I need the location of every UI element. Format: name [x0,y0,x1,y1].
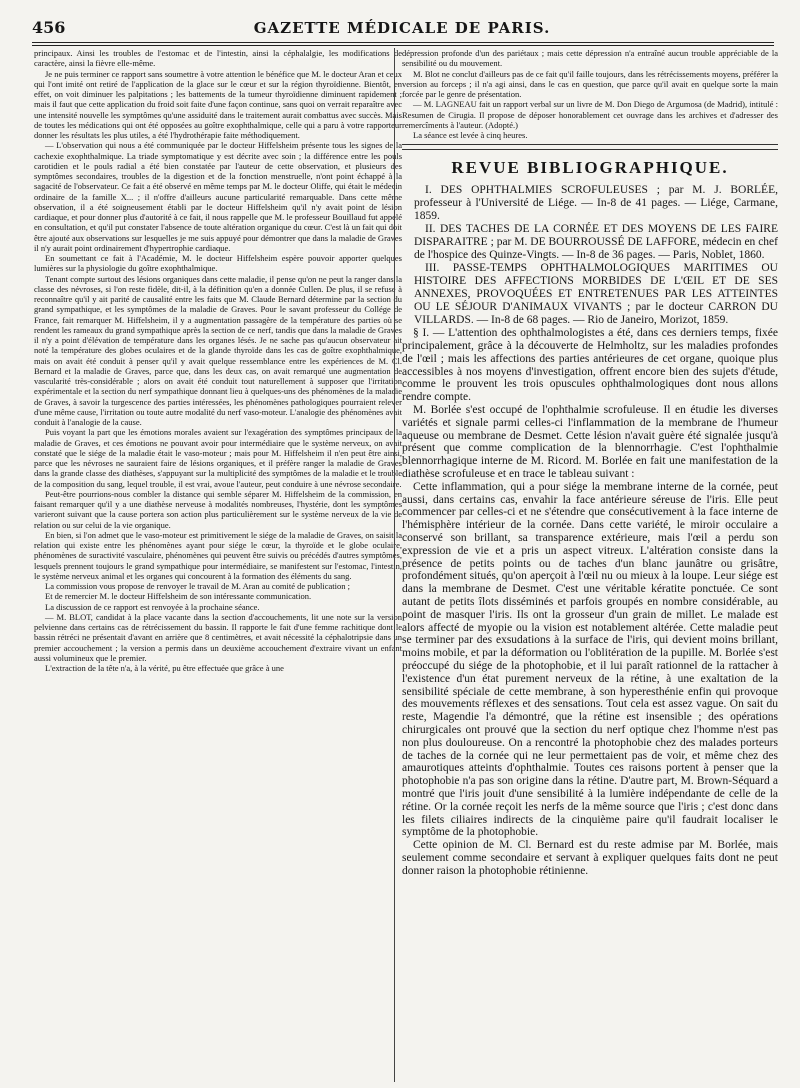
paragraph: La séance est levée à cinq heures. [413,130,528,140]
paragraph: M. Borlée s'est occupé de l'ophthalmie scrofuleuse. Il en étudie les diverses variétés et signale parmi celles-ci l'inflammation de la membrane de l'humeur aqueuse ou membrane de Desmet. Cette lésion n'avait guère été signalée jusqu'à présent que comme complication de la blennorrhagie. C'est l'ophthalmie blennorrhagique interne de M. Ricord. M. Borlée en fait une manifestation de la diathèse scrofuleuse et en trace le tableau suivant : [402,404,778,481]
right-column [402,48,778,878]
paragraph: Tenant compte surtout des lésions organiques dans cette maladie, il pense qu'on ne peut la ranger dans la classe des névroses, si l'on reste fidèle, dit-il, à la définition qu'en a donnée Cullen. De plus, il se refuse à reconnaître qu'il y ait parité de causalité entre les faits que M. Claude Bernard détermine par la section du grand sympathique, et les symptômes de la maladie de Graves. Pour le savant professeur du Collége de France, fait remarquer M. Hiffelsheim, il y a augmentation passagère de la température des parties où se rendent les rameaux du grand sympathique après la section de ce nerf, tandis que dans la maladie de Graves il n'y a point d'élévation de température dans les organes lésés. Je ne sache pas qu'aucun observateur ait noté la température des globes oculaires et de la glande thyroïde dans les cas de goître exophthalmique, mais on avait été conduit à penser qu'il y avait quelque ressemblance entre les expériences de M. Cl. Bernard et la maladie de Graves, parce que, dans les deux cas, on avait remarqué une augmentation de vascularité très-considérable ; alors on avait été conduit tout naturellement à supposer que l'irritation expérimentale et la section du nerf sympathique donnant lieu à quelques-uns des phénomènes de la maladie de Graves, à savoir la turgescence des parties intéressées, les phénomènes pathologiques pourraient relever d'une même cause, l'irritation ou toute autre modalité du nerf vaso-moteur. L'analogie des phénomènes avait conduit à l'analogie de la cause. [34,273,402,427]
paragraph: § I. — L'attention des ophthalmologistes a été, dans ces derniers temps, fixée principalement, grâce à la découverte de Helmholtz, sur les maladies profondes de l'œil ; mais les affections des parties antérieures de cet organe, quoique plus accessibles à nos moyens d'investigation, offrent encore bien des sujets d'étude, comme le prouvent les trois opuscules ophthalmologiques dont nous allons rendre compte. [402,327,778,404]
bibliography-entry: III. PASSE-TEMPS OPHTHALMOLOGIQUES MARITIMES OU HISTOIRE DES AFFECTIONS MORBIDES DE L'ŒIL ET DE SES ANNEXES, PROVOQUÉES ET ENTRETENUES PAR LES ATTEINTES OU LE SÉJOUR D'ANIMAUX VIVANTS ; par le docteur CARRON DU VILLARDS. — In-8 de 68 pages. — Rio de Janeiro, Morizot, 1859. [414,262,778,327]
journal-title: GAZETTE MÉDICALE DE PARIS. [253,19,551,37]
header-rule [32,42,774,43]
paragraph: — M. BLOT, candidat à la place vacante dans la section d'accouchements, lit une note sur la version pelvienne dans certains cas de rétrécissement du bassin. Il rapporte le fait d'une femme rachitique dont le bassin rétréci ne présentait d'avant en arrière que 8 centimètres, et avait nécessité la céphalotripsie dans un premier accouchement ; la version a permis dans un deuxième accouchement d'extraire vivant un enfant aussi volumineux que le premier. [34,611,402,663]
section-rule [402,144,778,150]
paragraph: En bien, si l'on admet que le vaso-moteur est primitivement le siége de la maladie de Graves, on saisit la relation qui existe entre les phénomènes ayant pour siége le cœur, la thyroïde et le globe oculaire, phénomènes de suractivité vasculaire, phénomènes qui peuvent être suivis ou précédés d'autres symptômes, lesquels prennent toujours le grand sympathique pour intermédiaire, se manifestent sur l'estomac, l'intestin, le système nerveux animal et les organes qui concourent à la formation des éléments du sang. [34,529,402,581]
paragraph: — L'observation qui nous a été communiquée par le docteur Hiffelsheim présente tous les signes de la cachexie exophthalmique. La triade symptomatique y est décrite avec soin ; la différence entre les pouls carotidien et le pouls radial a été bien constatée par l'auteur de cette observation, et plusieurs des symptômes secondaires, troubles de la digestion et de la fonction menstruelle, n'ont point échappé à la sagacité de l'observateur. Ce fait a été observé en même temps par M. le docteur Oliffe, qui était le médecin ordinaire de la famille X... ; il n'offre d'ailleurs aucune particularité remarquable. Dans cette même observation, il a été soigneusement établi par le docteur Hiffelsheim qu'il n'y avait point de lésion cardiaque, et pour donner plus d'autorité à ce fait, il nous rappelle que M. le professeur Bouillaud fut appelé en consultation, et qu'il put constater l'absence de toute altération organique du cœur. C'est là un fait qui doit être ajouté aux observations sur lesquelles je me suis appuyé pour démontrer que dans la maladie de Graves il n'y aurait point ordinairement d'hypertrophie cardiaque. [34,140,402,253]
left-column [34,48,402,673]
paragraph: La discussion de ce rapport est renvoyée à la prochaine séance. [45,601,260,612]
paragraph: principaux. Ainsi les troubles de l'estomac et de l'intestin, ainsi la céphalalgie, les modifications de caractère, ainsi la fièvre elle-même. [34,48,402,69]
header-rule-secondary [32,45,774,46]
column-divider [394,48,395,1082]
paragraph: Peut-être pourrions-nous combler la distance qui semble séparer M. Hiffelsheim de la commission, en faisant remarquer qu'il y a une diathèse nerveuse à modalités nombreuses, l'hystérie, dont les symptômes varieront suivant que la cause portera son action plus particulièrement sur le système nerveux de la vie de relation ou sur celui de la vie organique. [34,488,402,530]
paragraph: Je ne puis terminer ce rapport sans soumettre à votre attention le bénéfice que M. le docteur Aran et ceux qui l'ont imité ont retiré de l'application de la glace sur le cœur et sur la région thyroïdienne. Bientôt, en effet, on voit diminuer les palpitations ; les battements de la tumeur thyroïdienne diminuent rapidement ; mais il faut que cette application du froid soit faite d'une façon continue, sans quoi on verrait reparaître avec une intensité nouvelle les symptômes qu'une assiduité dans le traitement aurait combattus avec succès. Mais de toutes les médications qui ont été opposées au goître exophthalmique, celle qui a paru à votre rapporteur donner les résultats les plus utiles, a été l'hydrothérapie faite méthodiquement. [34,68,402,140]
bibliography-entry: II. DES TACHES DE LA CORNÉE ET DES MOYENS DE LES FAIRE DISPARAITRE ; par M. DE BOURROUSSÉ DE LAFFORE, médecin en chef de l'hospice des Quinze-Vingts. — In-8 de 36 pages. — Paris, Noblet, 1860. [414,223,778,262]
bibliography-entry: I. DES OPHTHALMIES SCROFULEUSES ; par M. J. BORLÉE, professeur à l'Université de Liége. — In-8 de 41 pages. — Liége, Carmane, 1859. [414,184,778,223]
review-body [402,327,778,877]
paragraph: La commission vous propose de renvoyer le travail de M. Aran au comité de publication ; [45,581,350,591]
paragraph: M. Blot ne conclut d'ailleurs pas de ce fait qu'il faille toujours, dans les rétrécissements moyens, préférer la version au forceps ; il n'a agi ainsi, dans le cas en question, que parce qu'il avait en quelque sorte la main forcée par le genre de présentation. [402,68,778,99]
page-number: 456 [32,18,66,37]
page-header [32,18,772,40]
paragraph: Puis voyant la part que les émotions morales avaient sur l'exagération des symptômes principaux de la maladie de Graves, et ces émotions ne pouvant avoir pour intermédiaire que le système nerveux, on avait constaté que le siége de la maladie était le vaso-moteur ; mais pour M. Hiffelsheim il n'en peut être ainsi, parce que les névroses ne sauraient faire de lésions organiques, et il préfère ranger la maladie de Graves dans la grande classe des diathèses, s'appuyant sur la multiplicité des symptômes de la maladie et le trouble de la composition du sang, lequel trouble, il est vrai, avoue l'auteur, peut conduire à une névrose secondaire. [34,427,402,489]
section-title: REVUE BIBLIOGRAPHIQUE. [451,158,729,178]
paragraph: Cette opinion de M. Cl. Bernard est du reste admise par M. Borlée, mais seulement comme secondaire et servant à expliquer quelques faits dont ne peut donner raison la photophobie rétinienne. [402,839,778,877]
paragraph: Et de remercier M. le docteur Hiffelsheim de son intéressante communication. [45,591,312,602]
paragraph: En soumettant ce fait à l'Académie, M. le docteur Hiffelsheim espère pouvoir apporter quelques lumières sur la physiologie du goître exophthalmique. [34,253,402,274]
paragraph: dépression profonde d'un des pariétaux ; mais cette dépression n'a entraîné aucun trouble appréciable de la sensibilité ou du mouvement. [402,48,778,69]
paragraph: — M. LAGNEAU fait un rapport verbal sur un livre de M. Don Diego de Argumosa (de Madrid), intitulé : Resumen de Cirugia. Il propose de déposer honorablement cet ouvrage dans les archives et d'adresser des remercîments à l'auteur. (Adopté.) [402,99,778,130]
paragraph: L'extraction de la tête n'a, à la vérité, pu être effectuée que grâce à une [45,663,284,673]
paragraph: Cette inflammation, qui a pour siége la membrane interne de la cornée, peut aussi, dans certains cas, envahir la face antérieure séreuse de l'iris. Elle peut commencer par celles-ci et ne s'étendre que consécutivement à la face interne de l'hémisphère intérieur de la cornée. Dans cette variété, le miroir occulaire a conservé son brillant, sa transparence extérieure, mais l'œil a perdu son expression de vie et a pris un aspect vitreux. L'altération consiste dans la présence de petits points ou de taches d'un blanc jaunâtre ou grisâtre, profondément situés, qu'on aperçoit à l'œil nu ou mieux à la loupe. Leur siége est dans la membrane de Desmet. C'est une véritable kératite ponctuée. Ce sont autant de petits îlots disséminés et parfois groupés en nombre considérable, au point de masquer l'iris. Ils ont la grosseur d'un grain de millet. Le malade est alors affecté de myopie ou la vision est notablement altérée. Cette maladie peut se terminer par des exsudations à la surface de l'iris, qui devient moins brillant, moins mobile, et par la déformation ou l'oblitération de la pupille. M. Borlée s'est préoccupé du siége de la photophobie, et il lui paraît rationnel de la rattacher à l'existence d'un état purement nerveux de la rétine, à une exaltation de la sensibilité spéciale de cette membrane, à son hyperesthénie enfin qui provoque des mouvements réflexes et des sensations. Tout cela est assez vague. On sait du reste, Magendie l'a démontré, que la rétine est insensible ; des opérations chirurgicales ont prouvé que la section du nerf optique chez l'homme n'est pas non plus douloureuse. On a rencontré la photophobie chez des malades porteurs de taches de la cornée qui ne leur permettaient pas de voir, et même chez des amaurotiques atteints d'ophthalmie. Toutes ces raisons portent à penser que la photophobie n'a pas son origine dans la rétine. D'autre part, M. Brown-Séquard a montré que l'iris jouit d'une sensibilité à la lumière indépendante de celle de la rétine. Or la cornée reçoit les nerfs de la même source que l'iris ; c'est donc dans les filets ciliaires indirects de la cinquième paire qu'il faudrait localiser le symptôme de la photophobie. [402,480,778,839]
